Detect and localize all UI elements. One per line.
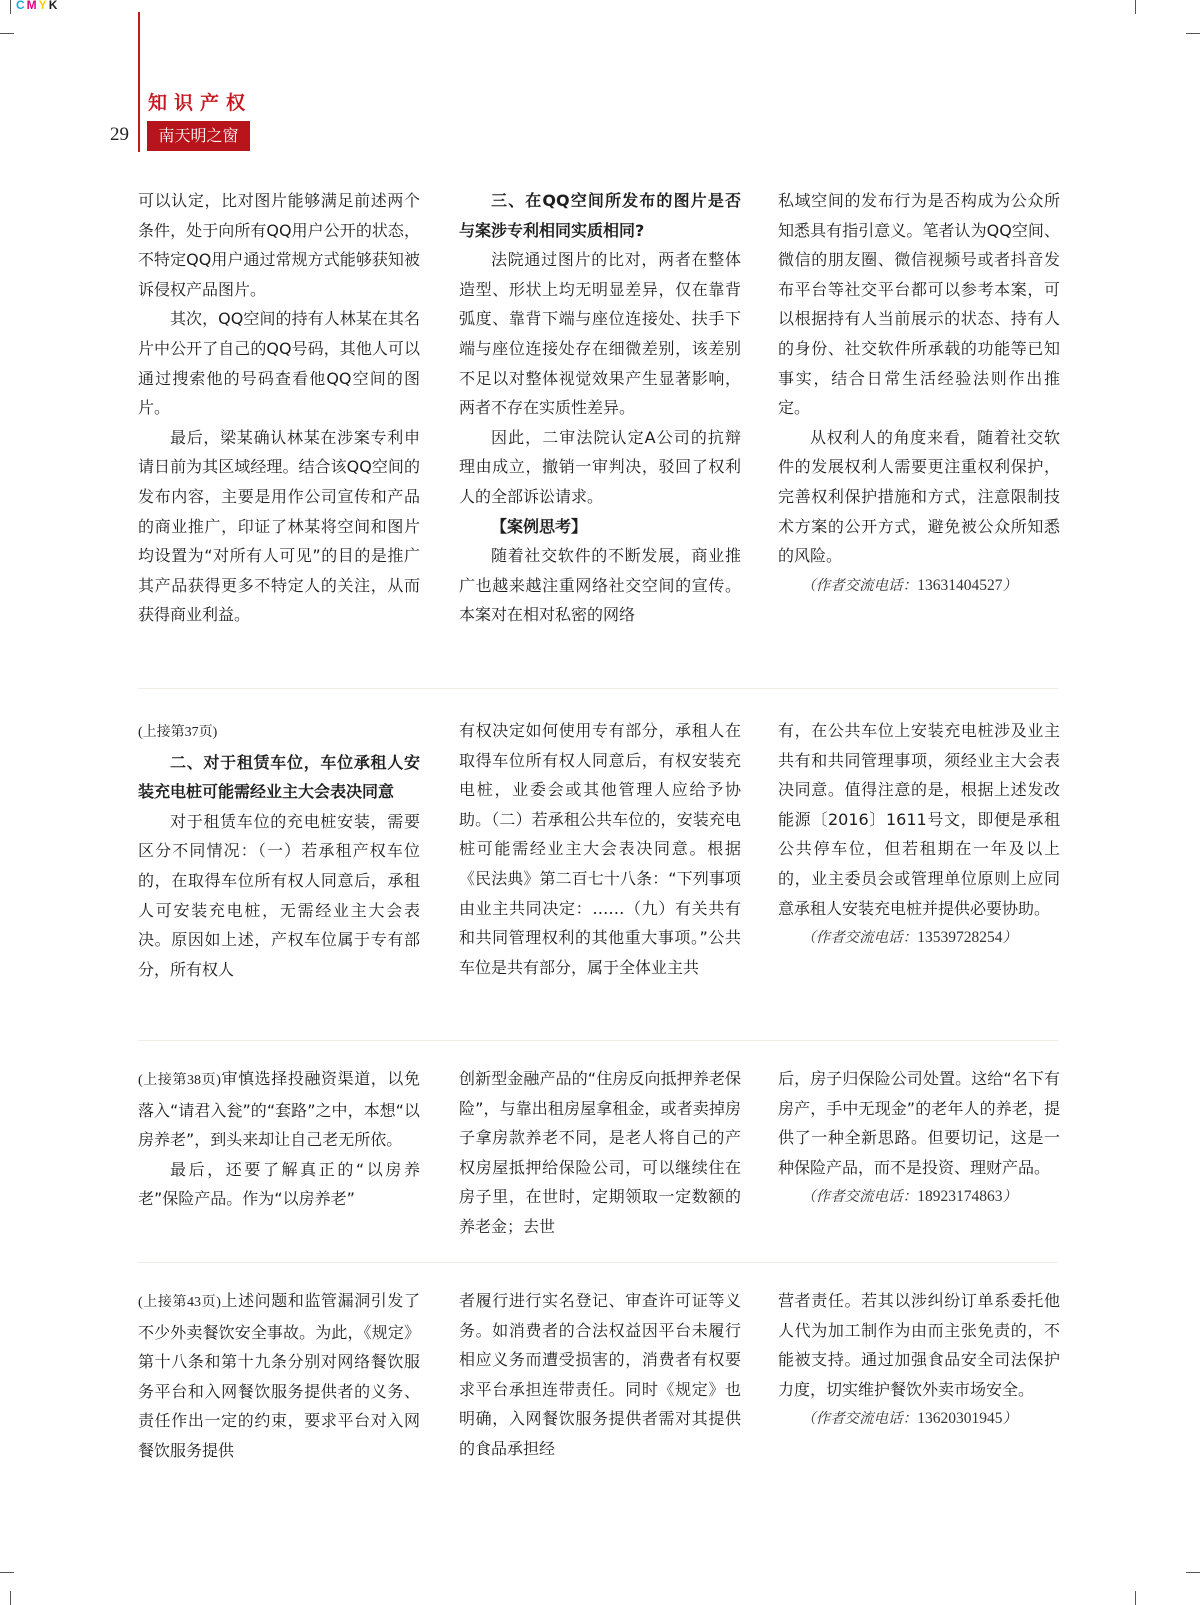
continued-from: (上接第43页) <box>138 1295 221 1310</box>
paragraph: 因此，二审法院认定A公司的抗辩理由成立，撤销一审判决，驳回了权利人的全部诉讼请求。 <box>459 427 741 506</box>
page-number: 29 <box>110 124 129 145</box>
paragraph: 最后，还要了解真正的“以房养老”保险产品。作为“以房养老” <box>138 1159 420 1209</box>
article1-col3 <box>778 186 1060 601</box>
article1-col2 <box>459 186 741 630</box>
article4-col3 <box>778 1286 1060 1435</box>
author-contact: （作者交流电话：13620301945） <box>801 1410 1017 1428</box>
crop-mark <box>10 0 11 14</box>
article4-col2 <box>459 1286 741 1464</box>
subheading: 二、对于租赁车位，车位承租人安装充电桩可能需经业主大会表决同意 <box>138 752 420 802</box>
crop-mark <box>1186 1572 1200 1573</box>
article2-col3 <box>778 716 1060 954</box>
crop-mark <box>1135 0 1136 14</box>
paragraph: 者履行进行实名登记、审查许可证等义务。如消费者的合法权益因平台未履行相应义务而遭受损害的，消费者有权要求平台承担连带责任。同时《规定》也明确，入网餐饮服务提供者需对其提供的食品承担经 <box>459 1291 741 1458</box>
header-red-rule <box>138 12 140 152</box>
paragraph: 后，房子归保险公司处置。这给“名下有房产，手中无现金”的老年人的养老，提供了一种全新思路。但要切记，这是一种保险产品，而不是投资、理财产品。 <box>778 1069 1060 1177</box>
article2-col2 <box>459 716 741 982</box>
paragraph: 创新型金融产品的“住房反向抵押养老保险”，与靠出租房屋拿租金，或者卖掉房子拿房款养老不同，是老人将自己的产权房屋抵押给保险公司，可以继续住在房子里，在世时，定期领取一定数额的养老金；去世 <box>459 1069 741 1236</box>
paragraph: 可以认定，比对图片能够满足前述两个条件，处于向所有QQ用户公开的状态，不特定QQ用户通过常规方式能够获知被诉侵权产品图片。 <box>138 191 420 299</box>
case-reflection-heading: 【案例思考】 <box>491 516 588 536</box>
paragraph: (上接第38页)审慎选择投融资渠道，以免落入“请君入瓮”的“套路”之中，本想“以房养老”，到头来却让自己老无所依。 <box>138 1069 420 1150</box>
cmyk-color-bar: CMYK <box>16 0 60 12</box>
author-contact: （作者交流电话：13539728254） <box>801 929 1017 947</box>
crop-mark <box>0 33 14 34</box>
article1-col1 <box>138 186 420 630</box>
article4-col1 <box>138 1286 420 1466</box>
continued-from: (上接第37页) <box>138 725 218 740</box>
crop-mark <box>1135 1591 1136 1605</box>
paragraph: 最后，梁某确认林某在涉案专利申请日前为其区域经理。结合该QQ空间的发布内容，主要是用作公司宣传和产品的商业推广，印证了林某将空间和图片均设置为“对所有人可见”的目的是推广其产品获得更多不特定人的关注，从而获得商业利益。 <box>138 427 420 625</box>
paragraph: (上接第43页)上述问题和监管漏洞引发了不少外卖餐饮安全事故。为此，《规定》第十八条和第十九条分别对网络餐饮服务平台和入网餐饮服务提供者的义务、责任作出一定的约束，要求平台对入网餐饮服务提供 <box>138 1291 420 1460</box>
section-divider <box>138 1262 1058 1263</box>
continued-from: (上接第38页) <box>138 1073 221 1088</box>
paragraph: 随着社交软件的不断发展，商业推广也越来越注重网络社交空间的宣传。本案对在相对私密的网络 <box>459 546 741 625</box>
paragraph <box>138 716 420 748</box>
paragraph: 法院通过图片的比对，两者在整体造型、形状上均无明显差异，仅在靠背弧度、靠背下端与座位连接处、扶手下端与座位连接处存在细微差别，该差别不足以对整体视觉效果产生显著影响，两者不存在实质性差异。 <box>459 250 741 418</box>
paragraph: 对于租赁车位的充电桩安装，需要区分不同情况：（一）若承租产权车位的，在取得车位所有权人同意后，承租人可安装充电桩，无需经业主大会表决。原因如上述，产权车位属于专有部分，所有权人 <box>138 811 420 979</box>
author-contact: （作者交流电话：13631404527） <box>801 576 1017 594</box>
section-divider <box>138 688 1058 689</box>
crop-mark <box>1186 33 1200 34</box>
section-title: 知识产权 <box>148 92 253 114</box>
paragraph: 有，在公共车位上安装充电桩涉及业主共有和共同管理事项，须经业主大会表决同意。值得注意的是，根据上述发改能源〔2016〕1611号文，即便是承租公共停车位，但若租期在一年及以上的，业主委员会或管理单位原则上应同意承租人安装充电桩并提供必要协助。 <box>778 721 1060 918</box>
paragraph: 其次，QQ空间的持有人林某在其名片中公开了自己的QQ号码，其他人可以通过搜索他的号码查看他QQ空间的图片。 <box>138 309 420 418</box>
subheading: 三、在QQ空间所发布的图片是否与案涉专利相同实质相同? <box>459 191 741 240</box>
article2-col1 <box>138 716 420 984</box>
author-contact: （作者交流电话：18923174863） <box>801 1188 1017 1206</box>
article3-col1 <box>138 1064 420 1214</box>
paragraph: 私域空间的发布行为是否构成为公众所知悉具有指引意义。笔者认为QQ空间、微信的朋友圈、微信视频号或者抖音发布平台等社交平台都可以参考本案，可以根据持有人当前展示的状态、持有人的身份、社交软件所承载的功能等已知事实，结合日常生活经验法则作出推定。 <box>778 191 1060 418</box>
crop-mark <box>10 1591 11 1605</box>
column-name-badge: 南天明之窗 <box>147 121 250 151</box>
crop-mark <box>0 1572 14 1573</box>
paragraph: 从权利人的角度来看，随着社交软件的发展权利人需要更注重权利保护，完善权利保护措施和方式，注意限制技术方案的公开方式，避免被公众所知悉的风险。 <box>778 427 1060 566</box>
section-divider <box>138 1040 1058 1041</box>
article3-col3 <box>778 1064 1060 1213</box>
article3-col2 <box>459 1064 741 1242</box>
paragraph: 营者责任。若其以涉纠纷订单系委托他人代为加工制作为由而主张免责的，不能被支持。通过加强食品安全司法保护力度，切实维护餐饮外卖市场安全。 <box>778 1291 1060 1399</box>
paragraph: 有权决定如何使用专有部分，承租人在取得车位所有权人同意后，有权安装充电桩，业委会或其他管理人应给予协助。（二）若承租公共车位的，安装充电桩可能需经业主大会表决同意。根据《民法典》第二百七十八条：“下列事项由业主共同决定：……（九）有关共有和共同管理权利的其他重大事项。”公共车位是共有部分，属于全体业主共 <box>459 721 741 977</box>
